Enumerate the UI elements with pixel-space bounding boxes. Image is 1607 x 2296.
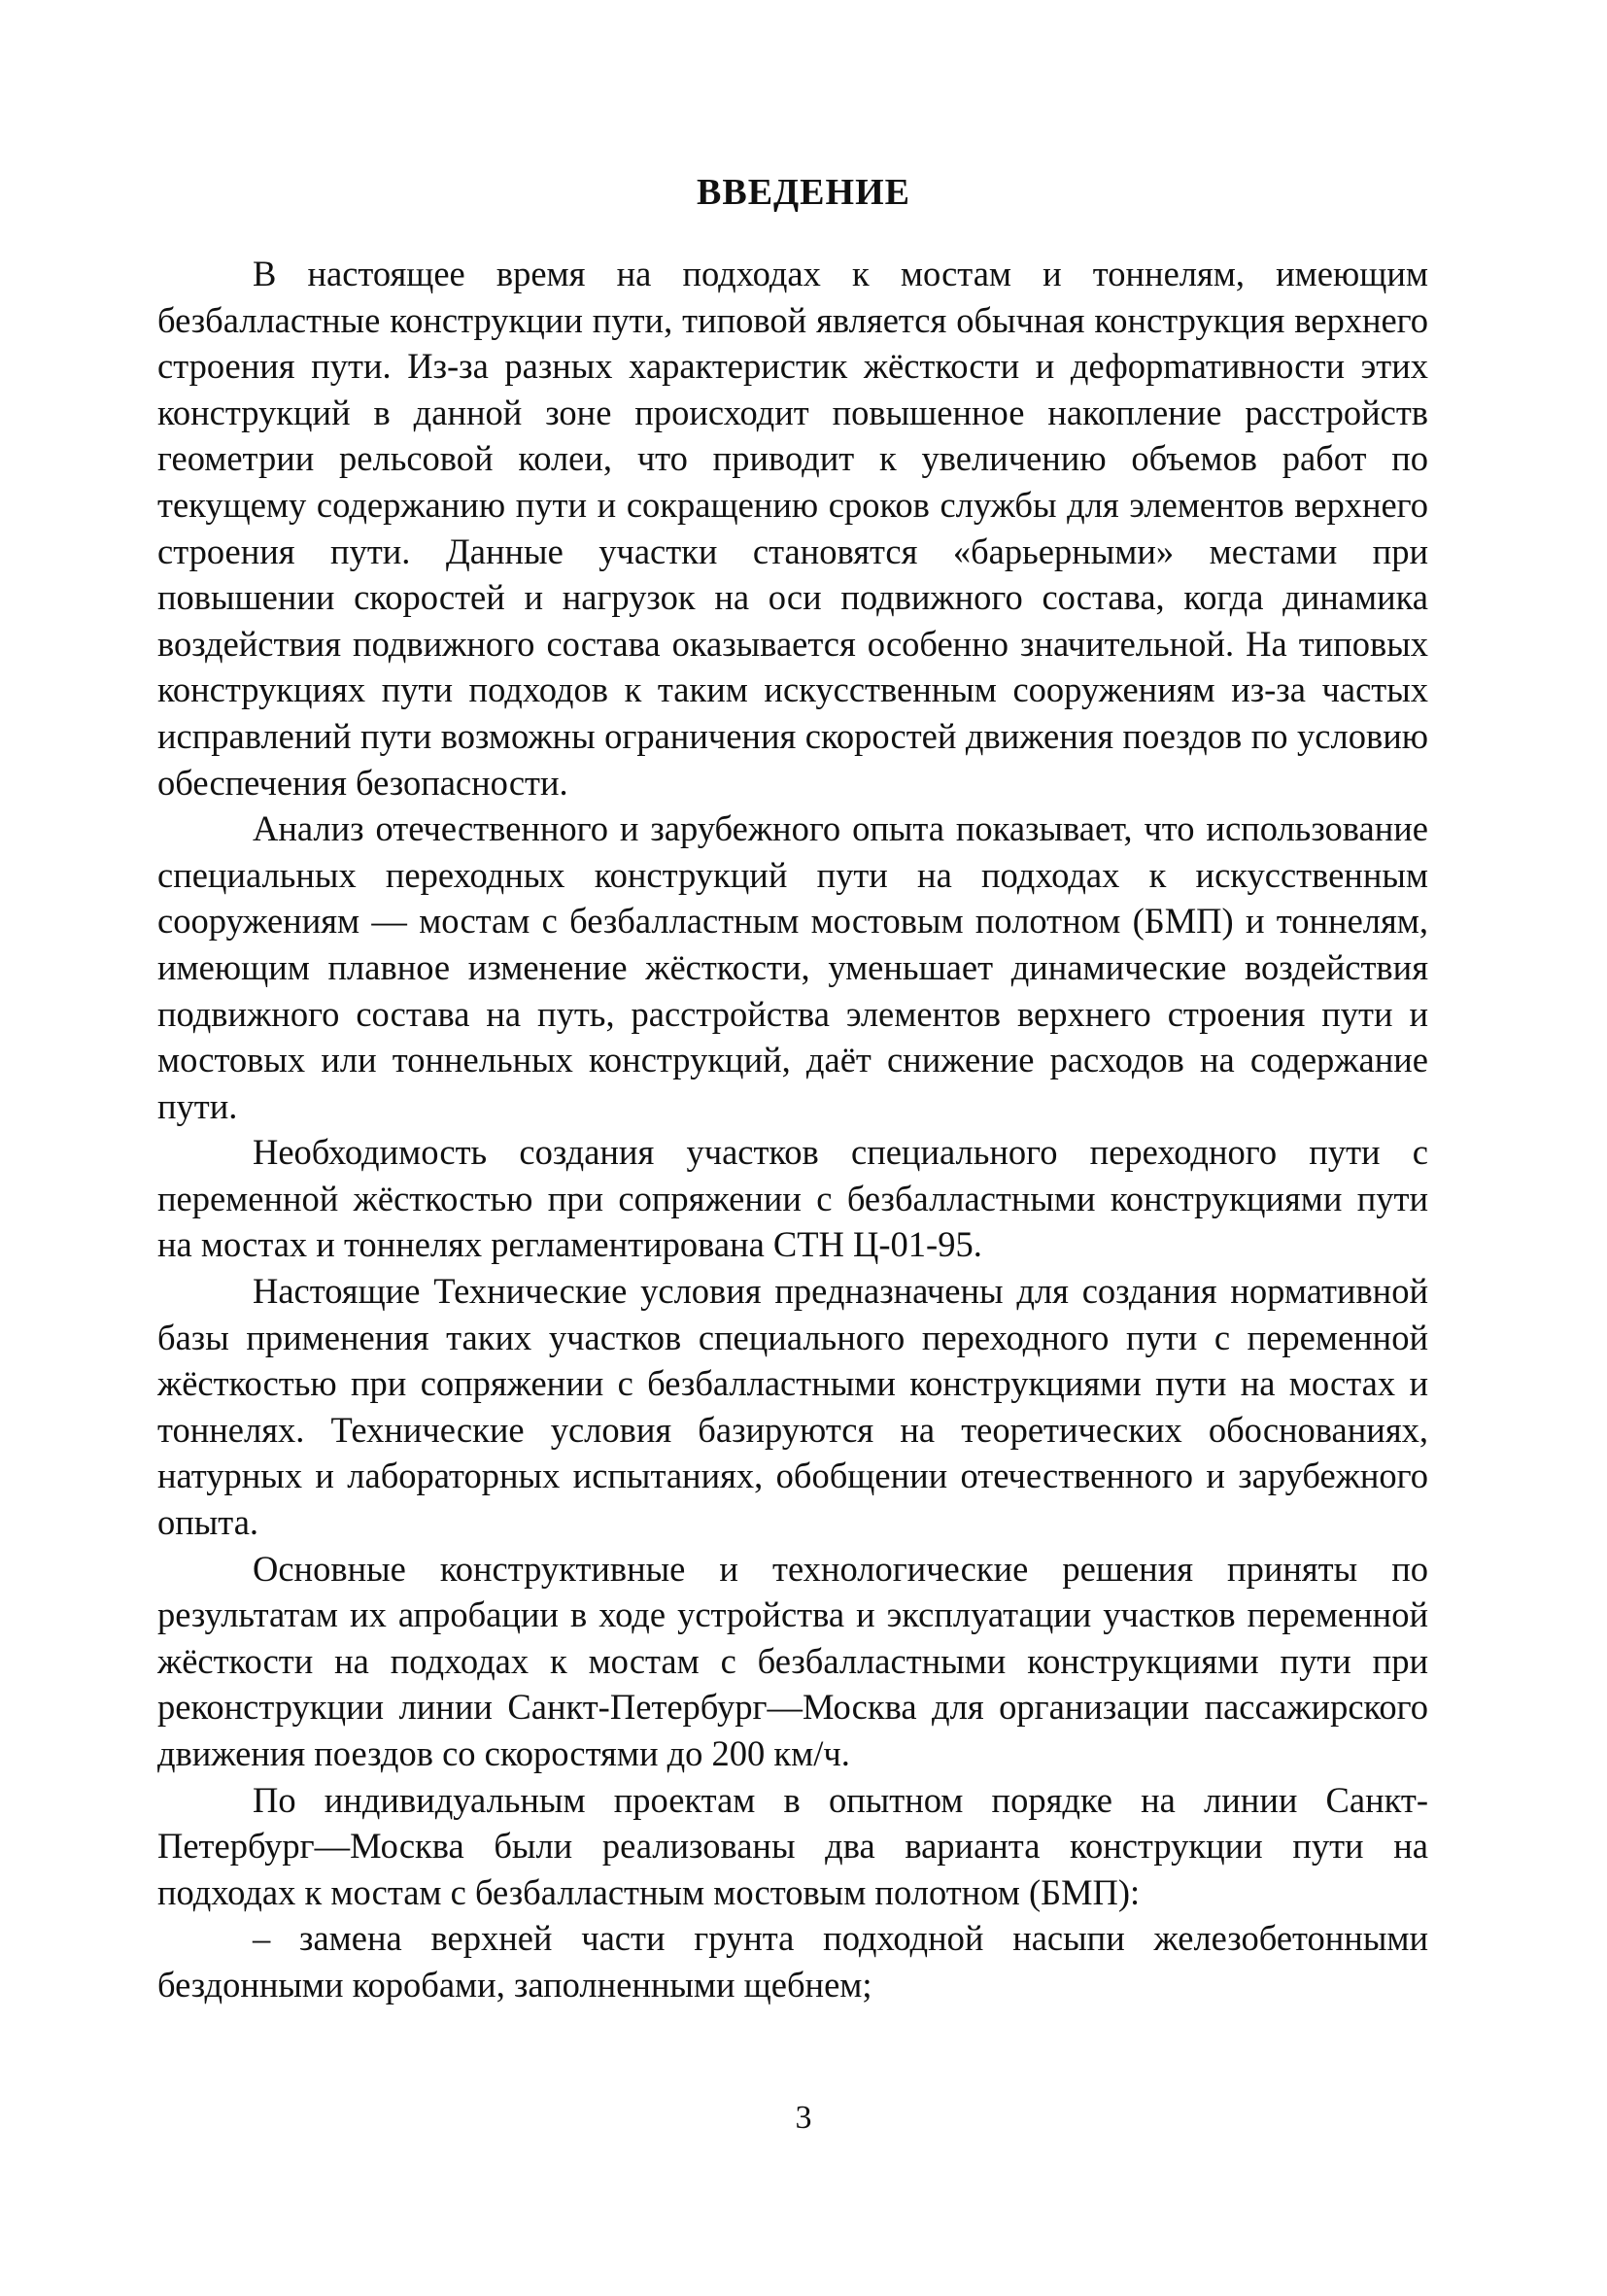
body-text <box>157 251 1428 2008</box>
page-number: 3 <box>795 2100 812 2136</box>
list-item: – замена верхней части грунта подходной насыпи железобетонными бездонными коробами, заполненными щебнем; <box>157 1918 1428 2005</box>
paragraph: По индивидуальным проектам в опытном порядке на линии Санкт-Петербург—Москва были реализованы два варианта конструкции пути на подходах к мостам с безбалластным мостовым полотном (БМП): <box>157 1779 1428 1912</box>
paragraph: Основные конструктивные и технологические решения приняты по результатам их апробации в ходе устройства и эксплуатации участков переменной жёсткости на подходах к мостам с безбалластными конструкциями пути при реконструкции линии Санкт-Петербург—Москва для организации пассажирского движения поездов со скоростями до 200 км/ч. <box>157 1548 1428 1773</box>
paragraph: Настоящие Технические условия предназначены для создания нормативной базы применения таких участков специального переходного пути с переменной жёсткостью при сопряжении с безбалластными конструкциями пути на мостах и тоннелях. Технические условия базируются на теоретических обоснованиях, натурных и лабораторных испытаниях, обобщении отечественного и зарубежного опыта. <box>157 1271 1428 1543</box>
page-title: ВВЕДЕНИЕ <box>697 172 910 213</box>
paragraph: Анализ отечественного и зарубежного опыта показывает, что использование специальных переходных конструкций пути на подходах к искусственным сооружениям — мостам с безбалластным мостовым полотном (БМП) и тоннелям, имеющим плавное изменение жёсткости, уменьшает динамические воздействия подвижного состава на путь, расстройства элементов верхнего строения пути и мостовых или тоннельных конструкций, даёт снижение расходов на содержание пути. <box>157 808 1428 1126</box>
paragraph: Необходимость создания участков специального переходного пути с переменной жёсткостью при сопряжении с безбалластными конструкциями пути на мостах и тоннелях регламентирована СТН Ц-01-95. <box>157 1132 1428 1265</box>
paragraph: В настоящее время на подходах к мостам и тоннелям, имеющим безбалластные конструкции пути, типовой является обычная конструкция верхнего строения пути. Из-за разных характеристик жёсткости и дефорmативности этих конструкций в данной зоне происходит повышенное накопление расстройств геометрии рельсовой колеи, что приводит к увеличению объемов работ по текущему содержанию пути и сокращению сроков службы для элементов верхнего строения пути. Данные участки становятся «барьерными» местами при повышении скоростей и нагрузок на оси подвижного состава, когда динамика воздействия подвижного состава оказывается особенно значительной. На типовых конструкциях пути подходов к таким искусственным сооружениям из-за частых исправлений пути возможны ограничения скоростей движения поездов по условию обеспечения безопасности. <box>157 254 1428 803</box>
